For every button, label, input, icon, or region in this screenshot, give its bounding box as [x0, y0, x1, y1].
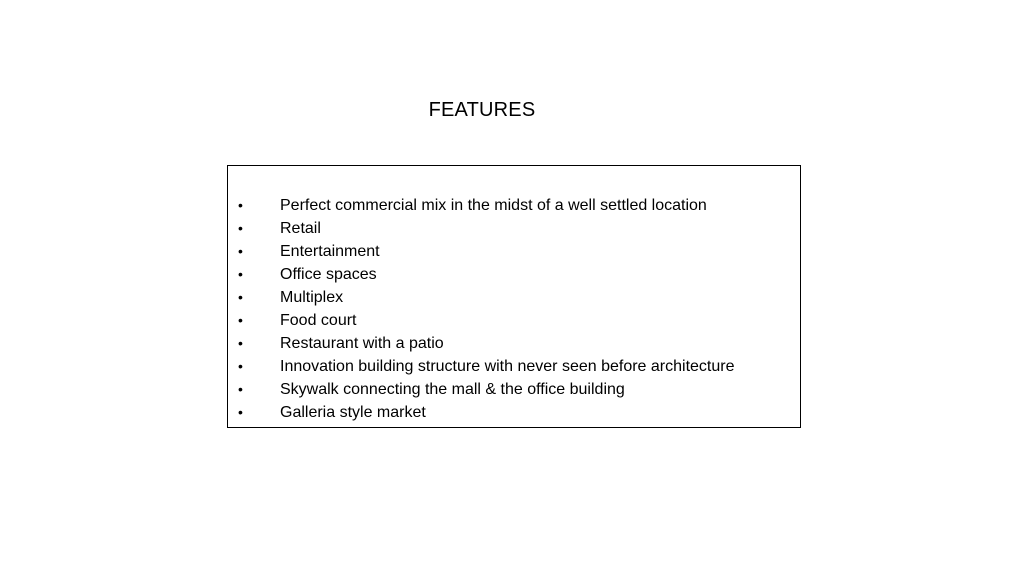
list-item	[236, 401, 796, 424]
feature-text: Innovation building structure with never seen before architecture	[280, 358, 735, 375]
list-item	[236, 309, 796, 332]
bullet-icon: •	[238, 289, 243, 305]
list-item	[236, 194, 796, 217]
bullet-icon: •	[238, 220, 243, 236]
bullet-icon: •	[238, 243, 243, 259]
features-list	[236, 194, 796, 424]
list-item	[236, 263, 796, 286]
features-box	[227, 165, 801, 428]
feature-text: Perfect commercial mix in the midst of a well settled location	[280, 197, 707, 214]
list-item	[236, 286, 796, 309]
feature-text: Restaurant with a patio	[280, 335, 444, 352]
bullet-icon: •	[238, 197, 243, 213]
feature-text: Office spaces	[280, 266, 377, 283]
feature-text: Galleria style market	[280, 404, 426, 421]
list-item	[236, 217, 796, 240]
bullet-icon: •	[238, 358, 243, 374]
bullet-icon: •	[238, 381, 243, 397]
list-item	[236, 355, 796, 378]
bullet-icon: •	[238, 266, 243, 282]
feature-text: Multiplex	[280, 289, 344, 306]
feature-text: Entertainment	[280, 243, 380, 260]
bullet-icon: •	[238, 404, 243, 420]
feature-text: Skywalk connecting the mall & the office building	[280, 381, 625, 398]
feature-text: Food court	[280, 312, 357, 329]
bullet-icon: •	[238, 312, 243, 328]
slide-title: FEATURES	[428, 99, 536, 121]
list-item	[236, 332, 796, 355]
bullet-icon: •	[238, 335, 243, 351]
list-item	[236, 240, 796, 263]
list-item	[236, 378, 796, 401]
feature-text: Retail	[280, 220, 321, 237]
